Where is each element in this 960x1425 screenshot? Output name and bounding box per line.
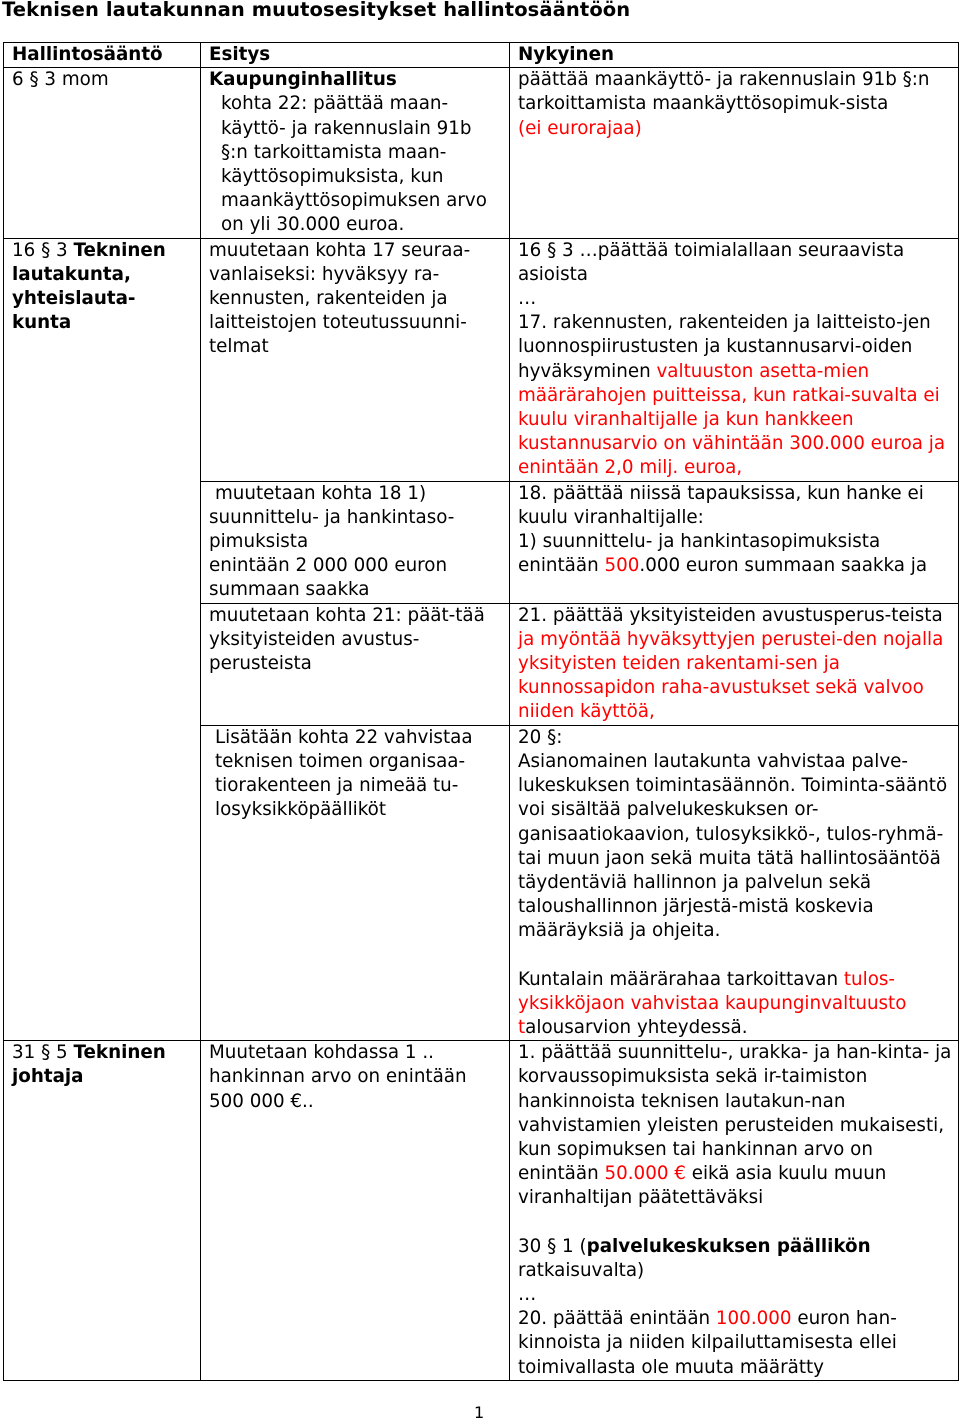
- proposal-text: Lisätään kohta 22 vahvistaa teknisen toimen organisaa-tiorakenteen ja nimeää tu-losyksikköpäälliköt: [215, 726, 473, 821]
- current-text-b: 1) suunnittelu- ja hankintasopimuksista: [518, 531, 881, 553]
- page-number: 1: [474, 1403, 485, 1422]
- rule-ref-body: Tekninen lautakunta, yhteislauta-kunta: [12, 239, 166, 334]
- proposal-text: muutetaan kohta 21: päät-tää yksityisteiden avustus-perusteista: [209, 604, 485, 675]
- current-cell: [510, 68, 959, 238]
- current-text: 1. päättää suunnittelu-, urakka- ja han-kinta- ja korvaussopimuksista sekä ir-taimiston hankinnoista teknisen lautakun-nan vahvistamien yleisten perusteiden mukaisesti, kun sopimuksen tai hankinnan arvo on enintään: [518, 1042, 952, 1185]
- current-cell: [510, 1041, 959, 1381]
- proposal-text: muutetaan kohta 17 seuraa-vanlaiseksi: hyväksyy ra-kennusten, rakenteiden ja laitteistojen toteutussuunni-telmat: [209, 239, 471, 358]
- current-text-b: Asianomainen lautakunta vahvistaa palve-lukeskuksen toimintasäännön. Toiminta-sääntö voi sisältää palvelukeskuksen or-ganisaatiokaavion, tulosyksikkö-, tulos-ryhmä- tai muun jaon sekä muita tätä hallintosääntöä täydentäviä hallinnon ja palvelun sekä taloushallinnon järjestä-mistä koskevia määräyksiä ja ohjeita.: [518, 750, 948, 942]
- current-text: 20 §:: [518, 726, 563, 748]
- table-row: [4, 238, 959, 481]
- proposal-line: suunnittelu- ja hankintaso-pimuksista: [209, 506, 455, 553]
- current-text-c2: alousarvion yhteydessä.: [525, 1016, 748, 1038]
- current-text-c1: 20. päättää enintään: [518, 1308, 711, 1330]
- current-ellipsis: …: [518, 1283, 537, 1305]
- rule-ref-num: 16 § 3: [12, 239, 68, 261]
- rule-ref: [4, 68, 201, 238]
- proposal-cell: [201, 481, 510, 603]
- proposal-cell: [201, 1041, 510, 1381]
- proposal-text: kohta 22: päättää maan-käyttö- ja rakennuslain 91b §:n tarkoittamista maan-käyttösopimuksista, kun maankäyttösopimuksen arvo on yli 30.000 euroa.: [221, 93, 487, 236]
- current-text-c: Kuntalain määrärahaa tarkoittavan: [518, 968, 839, 990]
- rule-ref: [4, 1041, 201, 1381]
- proposal-line: enintään 2 000 000 euron summaan saakka: [209, 555, 448, 601]
- current-text-b2: ratkaisuvalta): [518, 1259, 645, 1281]
- current-amount-red: 500: [604, 555, 640, 577]
- rule-ref-text: 6 § 3 mom: [12, 69, 109, 91]
- current-amount-red: 100.000: [715, 1308, 792, 1330]
- current-amount-red: 50.000 €: [604, 1163, 686, 1185]
- proposal-cell: [201, 603, 510, 725]
- proposal-cell: [201, 725, 510, 1040]
- proposal-cell: [201, 238, 510, 481]
- current-text-b-bold: palvelukeskuksen päällikön: [586, 1235, 871, 1257]
- current-text: 21. päättää yksityisteiden avustusperus-teista: [518, 604, 943, 626]
- current-note: (ei eurorajaa): [518, 117, 642, 139]
- current-text-red: valtuuston asetta-mien määrärahojen puitteissa, kun ratkai-suvalta ei kuulu viranhaltijalle ja kun hankkeen kustannusarvio on vähintään 300.000 euroa ja enintään 2,0 milj. euroa,: [518, 360, 946, 479]
- header-nykyinen: Nykyinen: [510, 43, 959, 68]
- rule-ref-num: 31 § 5: [12, 1042, 68, 1064]
- proposal-text: Muutetaan kohdassa 1 .. hankinnan arvo on enintään 500 000 €..: [209, 1042, 467, 1112]
- current-text-b1: 30 § 1 (: [518, 1235, 587, 1257]
- page-title: Teknisen lautakunnan muutosesitykset hallintosääntöön: [2, 0, 631, 21]
- proposal-cell: [201, 68, 510, 238]
- current-text-red: ja myöntää hyväksyttyjen perustei-den nojalla yksityisten teiden rakentami-sen ja kunnossapidon raha-avustukset sekä valvoo niiden käyttöä,: [518, 628, 944, 723]
- table-row: [4, 1041, 959, 1381]
- current-ellipsis: …: [518, 288, 537, 310]
- rule-ref-body: Tekninen johtaja: [12, 1042, 166, 1088]
- current-cell: [510, 603, 959, 725]
- table-row: [4, 68, 959, 238]
- current-text: 16 § 3 …päättää toimialallaan seuraavista asioista: [518, 239, 905, 285]
- header-esitys: Esitys: [201, 43, 510, 68]
- proposal-heading: Kaupunginhallitus: [209, 69, 397, 91]
- current-text-c: enintään: [518, 555, 599, 577]
- current-cell: [510, 481, 959, 603]
- proposal-table: [3, 42, 959, 1381]
- current-cell: [510, 725, 959, 1040]
- rule-ref: [4, 238, 201, 1041]
- current-text-red: tulos-yksikköjaon vahvistaa kaupunginvaltuusto t: [518, 968, 907, 1038]
- header-hallintosaanto: Hallintosääntö: [4, 43, 201, 68]
- current-text-c2: .000 euron summaan saakka ja: [639, 555, 928, 577]
- current-text-b: 17. rakennusten, rakenteiden ja laitteisto-jen luonnospiirustusten ja kustannusarvi-oiden hyväksyminen: [518, 312, 931, 382]
- current-text-c2: euron han-kinnoista ja niiden kilpailuttamisesta ellei toimivallasta ole muuta määrätty: [518, 1308, 897, 1378]
- current-text-a2: eikä asia kuulu muun viranhaltijan päätettäväksi: [518, 1163, 887, 1209]
- proposal-line: muutetaan kohta 18 1): [215, 482, 427, 504]
- current-text: 18. päättää niissä tapauksissa, kun hanke ei kuulu viranhaltijalle:: [518, 482, 924, 528]
- current-text: päättää maankäyttö- ja rakennuslain 91b §:n tarkoittamista maankäyttösopimuk-sista: [518, 69, 930, 115]
- table-header-row: [4, 43, 959, 68]
- current-cell: [510, 238, 959, 481]
